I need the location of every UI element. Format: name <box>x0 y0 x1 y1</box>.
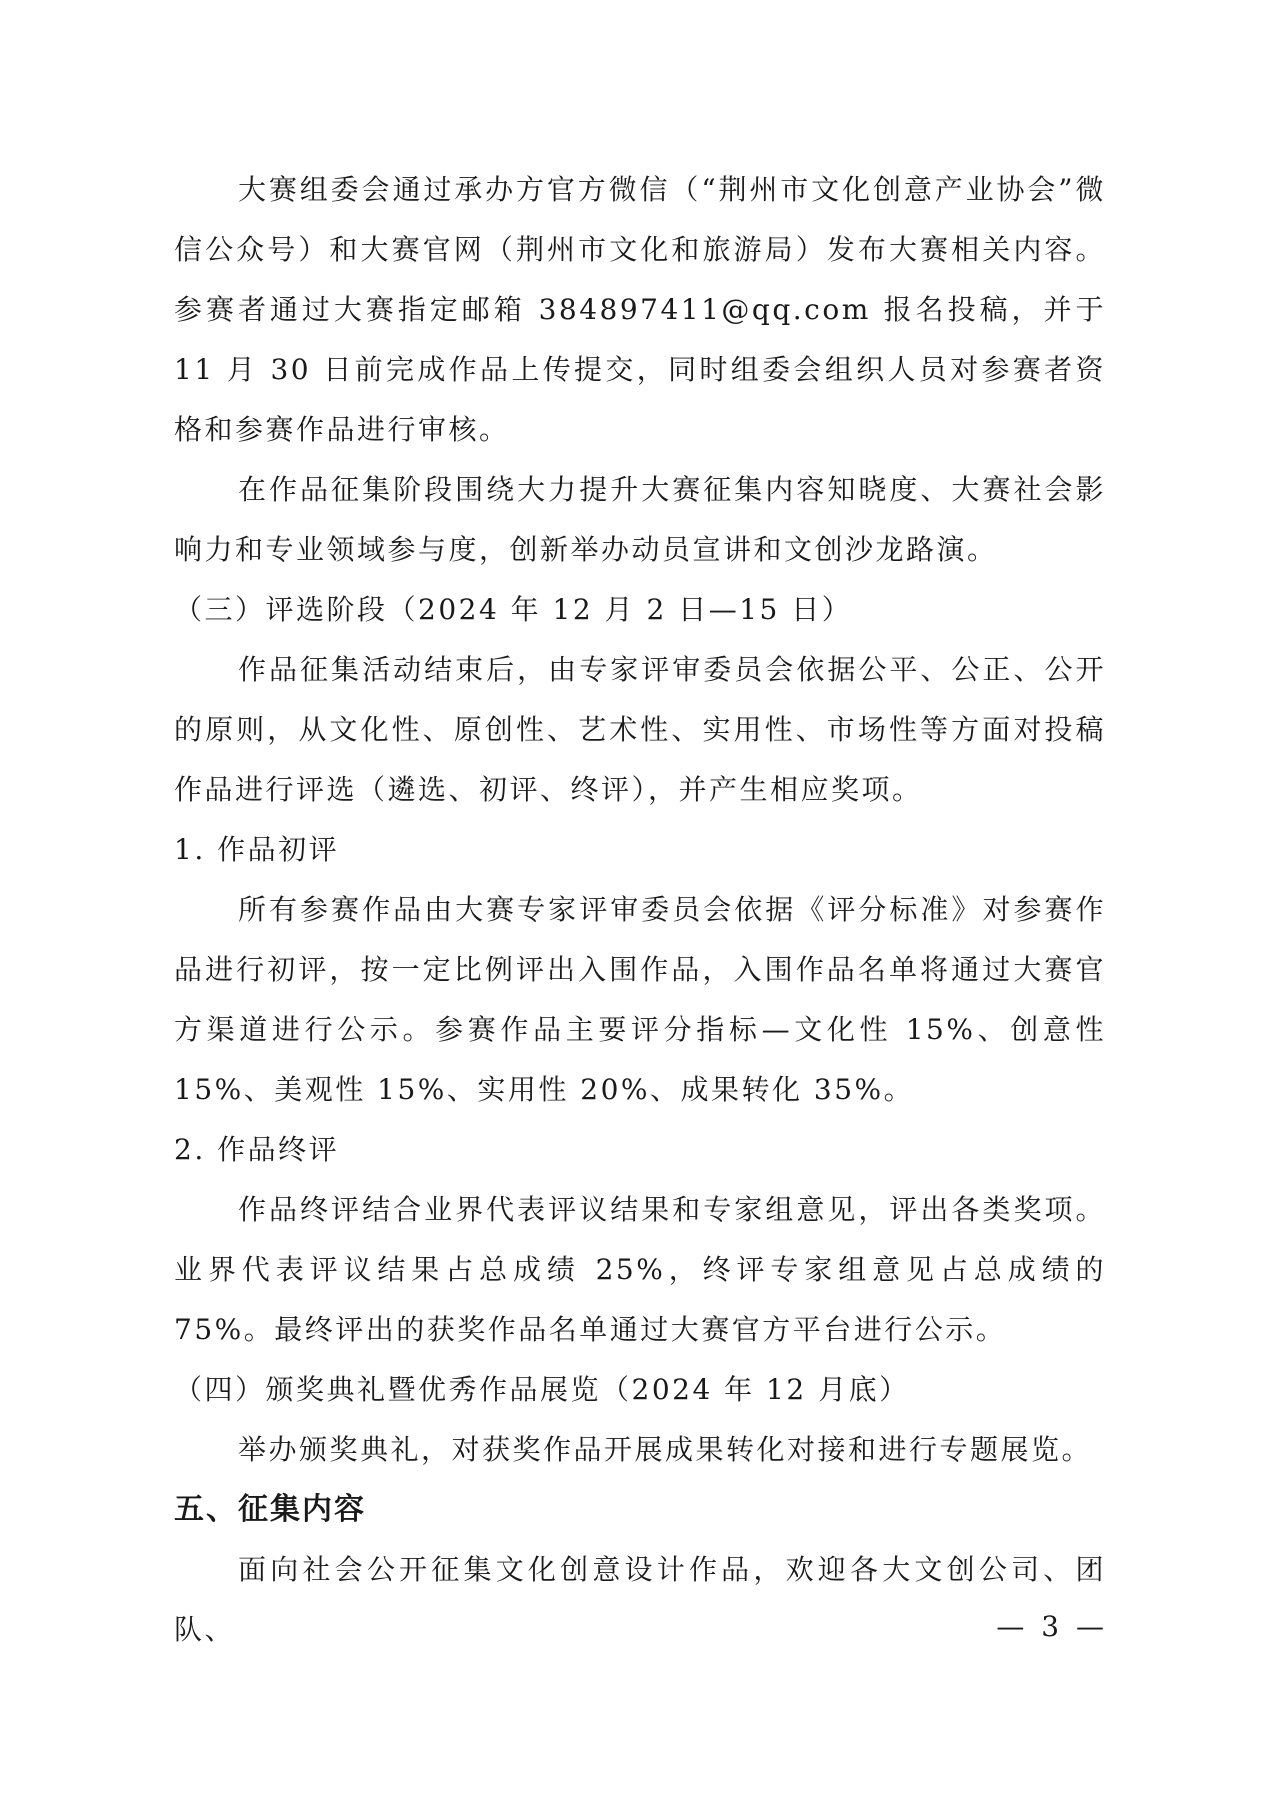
subheading-preliminary-review: 1. 作品初评 <box>174 833 340 866</box>
paragraph-preliminary-review: 所有参赛作品由大赛专家评审委员会依据《评分标准》对参赛作品进行初评，按一定比例评出入围作品，入围作品名单将通过大赛官方渠道进行公示。参赛作品主要评分指标—文化性 15%、创意性 15%、美观性 15%、实用性 20%、成果转化 35%。 <box>174 893 1106 1106</box>
page-number: — 3 — <box>996 1610 1108 1643</box>
subheading-final-review: 2. 作品终评 <box>174 1133 340 1166</box>
paragraph-evaluation-principles: 作品征集活动结束后，由专家评审委员会依据公平、公正、公开的原则，从文化性、原创性、艺术性、实用性、市场性等方面对投稿作品进行评选（遴选、初评、终评），并产生相应奖项。 <box>174 653 1106 806</box>
paragraph-publicity: 大赛组委会通过承办方官方微信（“荆州市文化创意产业协会”微信公众号）和大赛官网（荆州市文化和旅游局）发布大赛相关内容。参赛者通过大赛指定邮箱 384897411@qq.com 报名投稿，并于 11 月 30 日前完成作品上传提交，同时组委会组织人员对参赛者资格和参赛作品进行审核。 <box>174 173 1106 446</box>
paragraph-final-review: 作品终评结合业界代表评议结果和专家组意见，评出各类奖项。业界代表评议结果占总成绩 25%，终评专家组意见占总成绩的 75%。最终评出的获奖作品名单通过大赛官方平台进行公示。 <box>174 1193 1106 1346</box>
paragraph-collection-stage: 在作品征集阶段围绕大力提升大赛征集内容知晓度、大赛社会影响力和专业领域参与度，创新举办动员宣讲和文创沙龙路演。 <box>174 473 1106 566</box>
subheading-award-ceremony: （四）颁奖典礼暨优秀作品展览（2024 年 12 月底） <box>174 1373 910 1406</box>
paragraph-collection-content: 面向社会公开征集文化创意设计作品，欢迎各大文创公司、团队、 <box>174 1553 1106 1646</box>
document-body <box>174 160 1106 1660</box>
paragraph-award-ceremony: 举办颁奖典礼，对获奖作品开展成果转化对接和进行专题展览。 <box>238 1433 1093 1466</box>
section-heading-collection-content: 五、征集内容 <box>174 1492 366 1527</box>
subheading-evaluation-stage: （三）评选阶段（2024 年 12 月 2 日—15 日） <box>174 593 853 626</box>
